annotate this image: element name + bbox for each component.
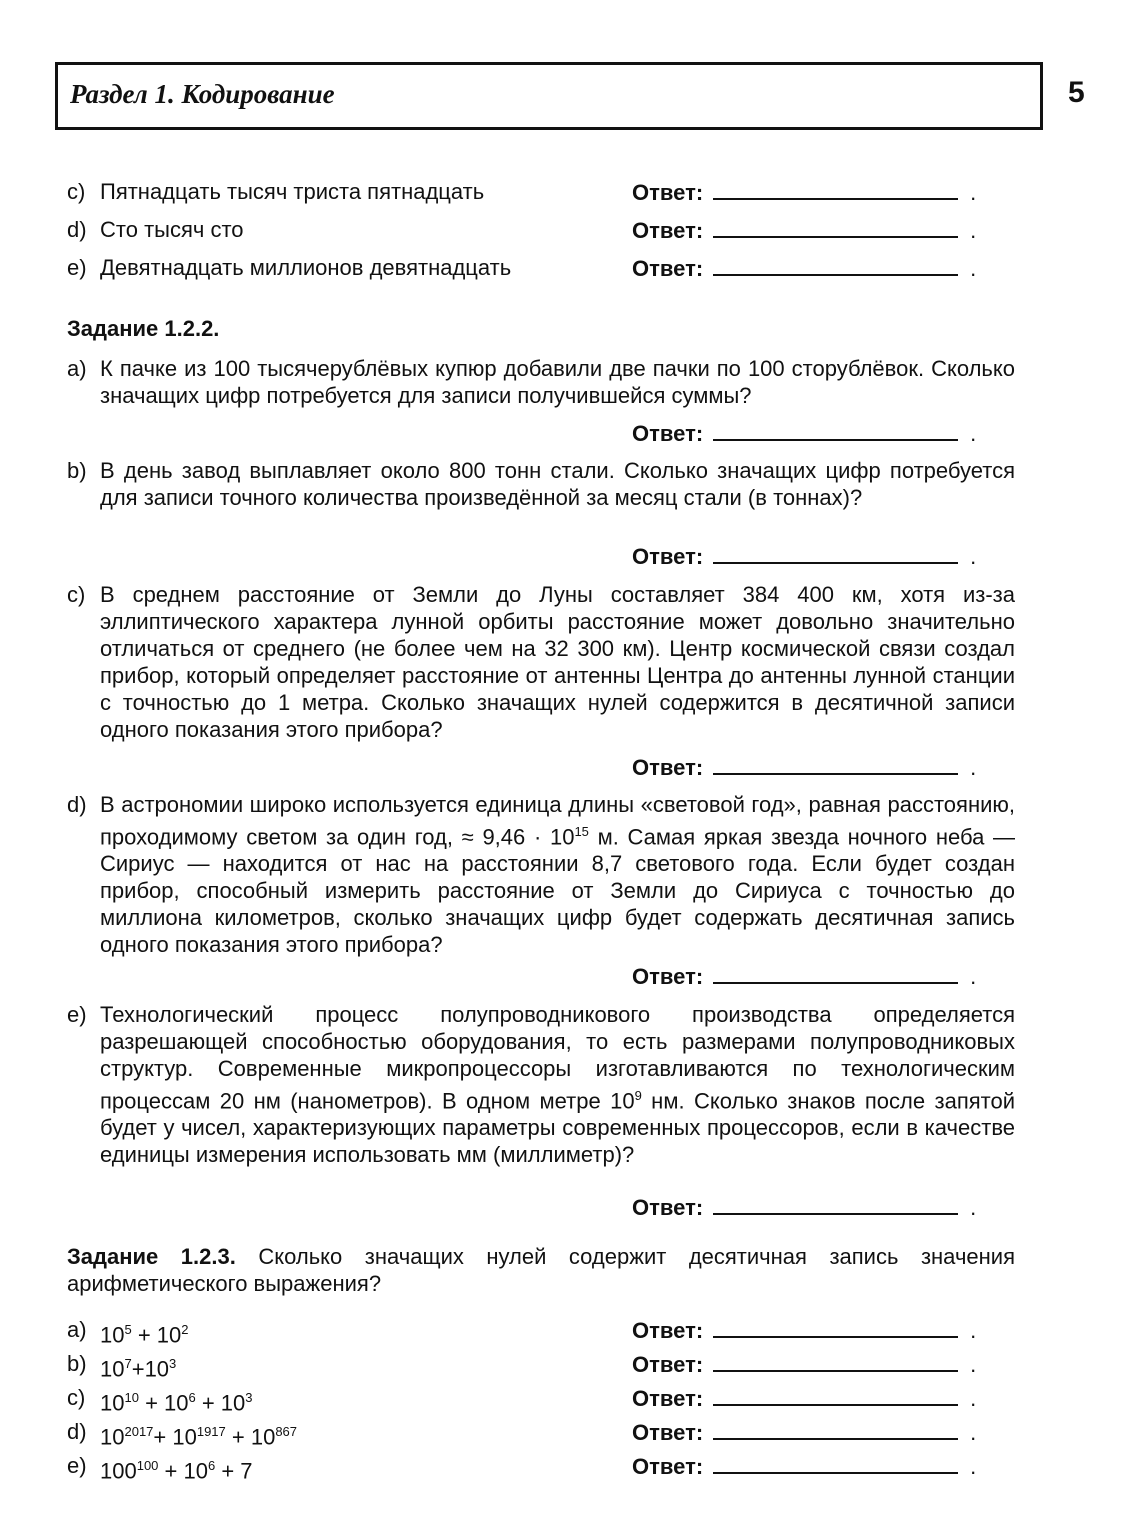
answer-label: Ответ: <box>632 755 704 780</box>
exponent: 100 <box>136 1458 159 1473</box>
item-text: В среднем расстояние от Земли до Луны составляет 384 400 км, хотя из-за эллиптического характера лунной орбиты расстояние может довольно значительно отличаться от среднего (не более чем на 32 300 км). Центр космической связи создал прибор, который определяет расстояние от антенны Центра до антенны лунной станции с точностью до 1 метра. Сколько значащих нулей содержится в десятичной записи одного показания этого прибора? <box>100 582 1015 742</box>
expr-part: + 10 <box>195 1390 246 1416</box>
item-letter: c) <box>67 1385 86 1410</box>
item-letter: d) <box>67 1419 87 1444</box>
exponent: 3 <box>245 1390 253 1405</box>
expression <box>100 1418 297 1450</box>
text-part: нм. Сколько знаков после запятой будет у чисел, характеризующих параметры современных процессоров, если в качестве единицы измерения использовать мм (миллиметр)? <box>100 1088 1015 1168</box>
answer-dot: . <box>970 1195 977 1220</box>
page-number: 5 <box>1068 76 1085 109</box>
item-text: Пятнадцать тысяч триста пятнадцать <box>100 179 485 204</box>
expr-part: 10 <box>100 1322 125 1348</box>
answer-field[interactable] <box>632 1384 976 1412</box>
item-text: Сто тысяч сто <box>100 217 244 242</box>
answer-dot: . <box>970 544 977 569</box>
text-part: Технологический процесс полупроводникового производства определяется разрешающей способностью оборудования, то есть размерами полупроводниковых структур. Современные микропроцессоры изготавливаются по технологическим процессам 20 нм (нанометров). В одном метре 10 <box>100 1002 1015 1114</box>
answer-field[interactable] <box>632 1350 976 1378</box>
item-letter: d) <box>67 217 87 242</box>
answer-field[interactable] <box>632 1418 976 1446</box>
section-header <box>55 62 1043 130</box>
answer-dot: . <box>970 421 977 446</box>
answer-field[interactable] <box>632 419 976 447</box>
answer-dot: . <box>970 1352 977 1377</box>
exponent: 1917 <box>196 1424 226 1439</box>
task-heading: Задание 1.2.2. <box>67 316 220 341</box>
answer-dot: . <box>970 256 977 281</box>
exponent: 2017 <box>124 1424 154 1439</box>
expr-part: 10 <box>100 1424 125 1450</box>
answer-line[interactable] <box>713 962 958 984</box>
answer-label: Ответ: <box>632 1195 704 1220</box>
answer-dot: . <box>970 1318 977 1343</box>
item-letter: b) <box>67 458 87 483</box>
text-part: В астрономии широко используется единица длины «световой год», равная расстоянию, проходимому светом за один год, ≈ 9,46 · 10 <box>100 792 1015 850</box>
answer-dot: . <box>970 218 977 243</box>
text-part: м. Самая яркая звезда ночного неба — Сириус — находится от нас на расстоянии 8,7 светового года. Если будет создан прибор, способный измерить расстояние от Земли до Сириуса с точностью до миллиона километров, сколько значащих цифр будет содержать десятичная запись одного показания этого прибора? <box>100 824 1015 958</box>
expr-part: + 7 <box>215 1458 253 1484</box>
expr-part: + 10 <box>153 1424 197 1450</box>
answer-line[interactable] <box>713 216 958 238</box>
answer-field[interactable] <box>632 254 976 282</box>
answer-line[interactable] <box>713 753 958 775</box>
item-letter: c) <box>67 582 86 607</box>
answer-dot: . <box>970 964 977 989</box>
answer-field[interactable] <box>632 216 976 244</box>
exponent: 3 <box>169 1356 177 1371</box>
answer-dot: . <box>970 1420 977 1445</box>
answer-label: Ответ: <box>632 964 704 989</box>
answer-dot: . <box>970 755 977 780</box>
answer-line[interactable] <box>713 1384 958 1406</box>
answer-label: Ответ: <box>632 256 704 281</box>
item-text: Девятнадцать миллионов девятнадцать <box>100 255 512 280</box>
answer-line[interactable] <box>713 1418 958 1440</box>
task-heading: Задание 1.2.3. <box>67 1244 236 1269</box>
exponent: 5 <box>124 1322 132 1337</box>
answer-line[interactable] <box>713 542 958 564</box>
answer-field[interactable] <box>632 753 976 781</box>
item-text: К пачке из 100 тысячерублёвых купюр добавили две пачки по 100 сторублёвок. Сколько значащих цифр потребуется для записи получившейся суммы? <box>100 356 1015 408</box>
answer-line[interactable] <box>713 1350 958 1372</box>
answer-label: Ответ: <box>632 1318 704 1343</box>
answer-dot: . <box>970 1454 977 1479</box>
answer-field[interactable] <box>632 1452 976 1480</box>
superscript: 15 <box>574 824 589 839</box>
task-intro-text <box>67 1243 1015 1297</box>
expression <box>100 1452 253 1484</box>
answer-label: Ответ: <box>632 1420 704 1445</box>
answer-label: Ответ: <box>632 180 704 205</box>
answer-dot: . <box>970 180 977 205</box>
exponent: 867 <box>275 1424 298 1439</box>
item-letter: e) <box>67 1453 87 1478</box>
answer-dot: . <box>970 1386 977 1411</box>
item-letter: b) <box>67 1351 87 1376</box>
item-letter: e) <box>67 1002 87 1027</box>
expr-part: 10 <box>100 1390 125 1416</box>
answer-label: Ответ: <box>632 544 704 569</box>
item-letter: d) <box>67 792 87 817</box>
item-text <box>100 791 1015 958</box>
answer-label: Ответ: <box>632 218 704 243</box>
expr-part: 10 <box>100 1356 125 1382</box>
item-letter: c) <box>67 179 86 204</box>
exponent: 6 <box>207 1458 216 1473</box>
answer-line[interactable] <box>713 1316 958 1338</box>
answer-label: Ответ: <box>632 421 704 446</box>
exponent: 7 <box>124 1356 132 1371</box>
item-letter: a) <box>67 356 87 381</box>
exponent: 10 <box>124 1390 139 1405</box>
expr-part: +10 <box>131 1356 170 1382</box>
exponent: 6 <box>188 1390 196 1405</box>
expr-part: 100 <box>100 1458 137 1484</box>
answer-field[interactable] <box>632 1193 976 1221</box>
expr-part: + 10 <box>131 1322 182 1348</box>
answer-label: Ответ: <box>632 1454 704 1479</box>
expr-part: + 10 <box>138 1390 189 1416</box>
answer-field[interactable] <box>632 542 976 570</box>
answer-field[interactable] <box>632 962 976 990</box>
answer-field[interactable] <box>632 178 976 206</box>
task-text: Сколько значащих нулей содержит десятичная запись значения арифметического выражения? <box>67 1244 1015 1296</box>
item-letter: e) <box>67 255 87 280</box>
expression <box>100 1350 176 1382</box>
expr-part: + 10 <box>225 1424 276 1450</box>
exponent: 2 <box>181 1322 189 1337</box>
section-title: Раздел 1. Кодирование <box>70 79 335 109</box>
expr-part: + 10 <box>158 1458 208 1484</box>
answer-label: Ответ: <box>632 1386 704 1411</box>
item-text: В день завод выплавляет около 800 тонн стали. Сколько значащих цифр потребуется для записи точного количества произведённой за месяц стали (в тоннах)? <box>100 458 1015 510</box>
answer-field[interactable] <box>632 1316 976 1344</box>
expression <box>100 1384 253 1416</box>
item-letter: a) <box>67 1317 87 1342</box>
superscript: 9 <box>634 1088 642 1103</box>
answer-line[interactable] <box>713 1452 958 1474</box>
answer-line[interactable] <box>713 419 958 441</box>
answer-line[interactable] <box>713 254 958 276</box>
item-text <box>100 1001 1015 1168</box>
answer-line[interactable] <box>713 178 958 200</box>
answer-line[interactable] <box>713 1193 958 1215</box>
expression <box>100 1316 189 1348</box>
answer-label: Ответ: <box>632 1352 704 1377</box>
